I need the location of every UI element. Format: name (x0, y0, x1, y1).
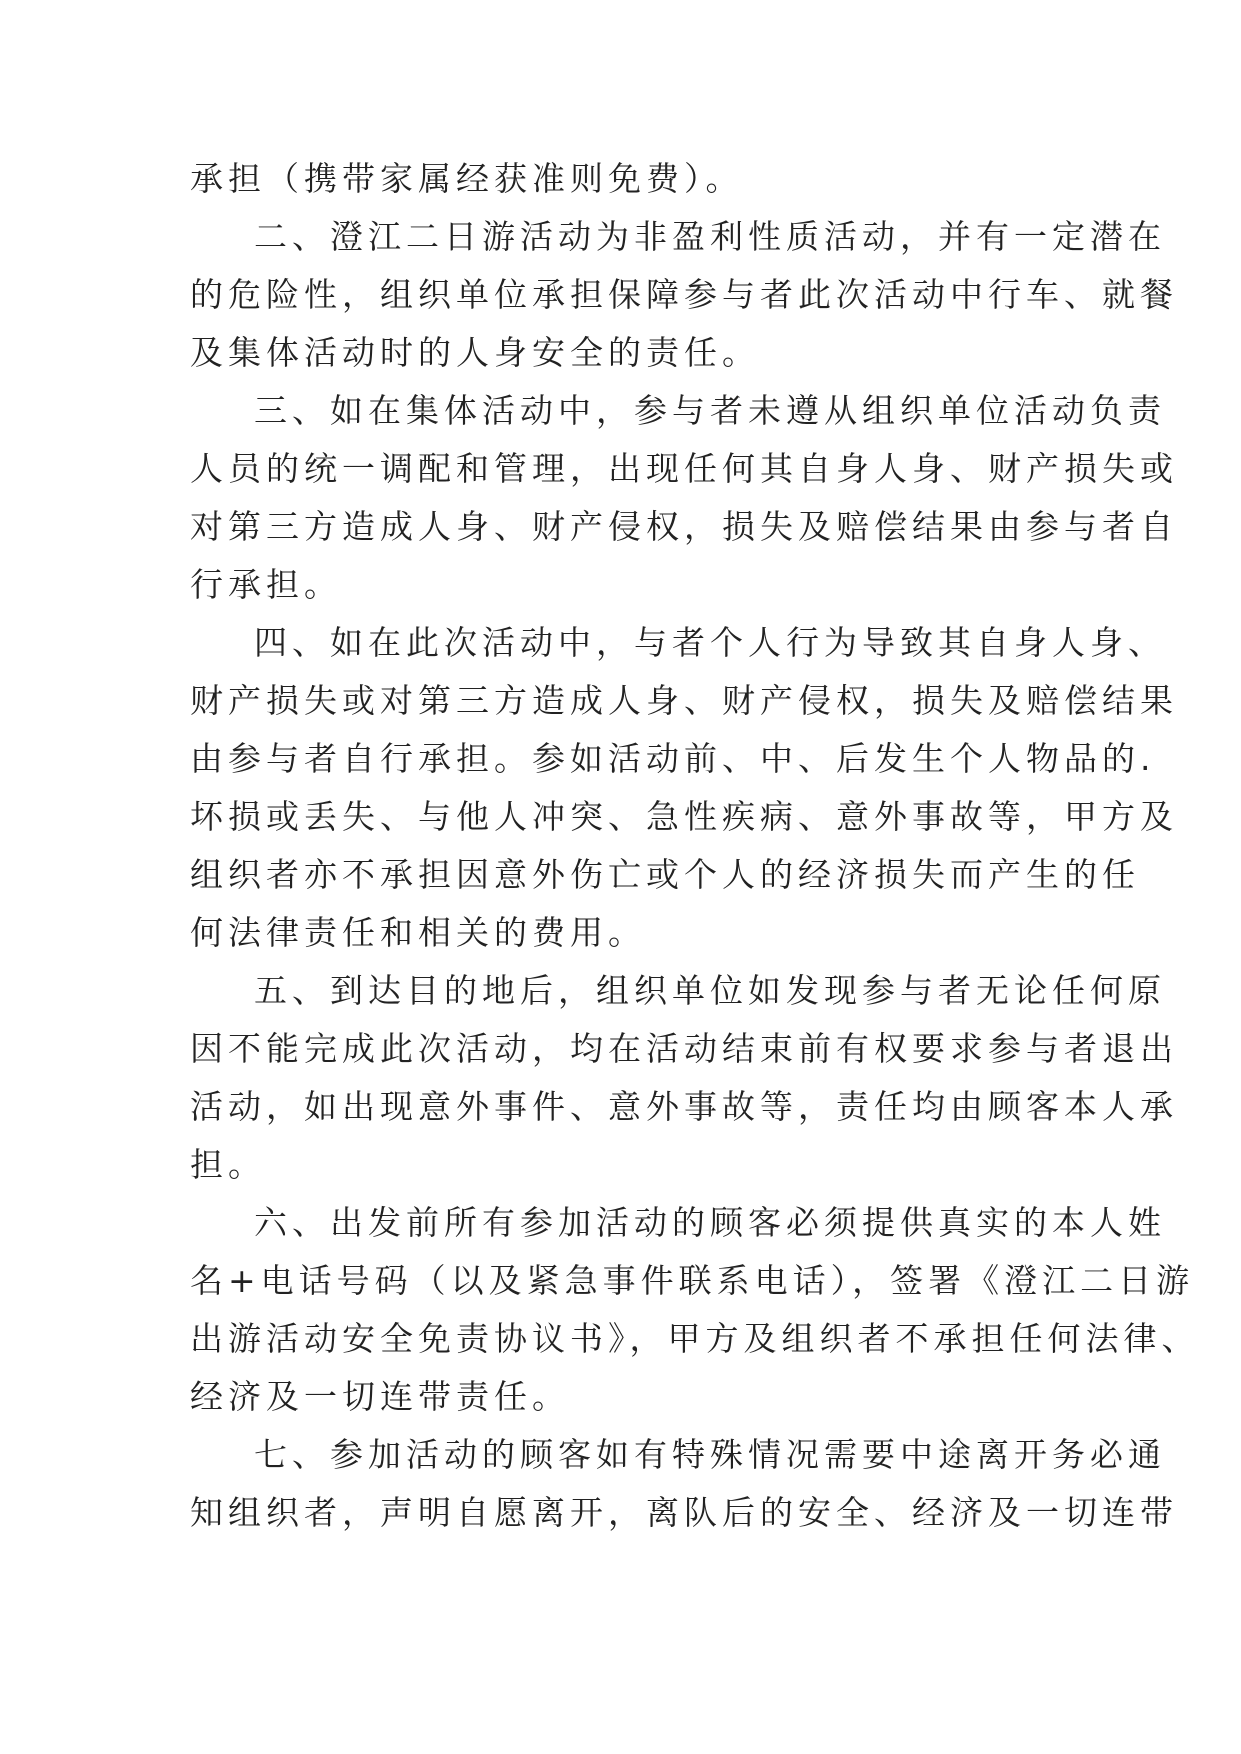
text-line: 财产损失或对第三方造成人身、财产侵权，损失及赔偿结果 (190, 681, 1178, 720)
text-line: 因不能完成此次活动，均在活动结束前有权要求参与者退出 (190, 1029, 1178, 1068)
text-line: 人员的统一调配和管理，出现任何其自身人身、财产损失或 (190, 449, 1178, 488)
text-line: 承担（携带家属经获准则免费）。 (190, 159, 744, 198)
paragraph-6-start: 六、出发前所有参加活动的顾客必须提供真实的本人姓 (254, 1203, 1166, 1242)
paragraph-2-start: 二、澄江二日游活动为非盈利性质活动，并有一定潜在 (254, 217, 1166, 256)
text-line: 何法律责任和相关的费用。 (190, 913, 646, 952)
paragraph-5-start: 五、到达目的地后，组织单位如发现参与者无论任何原 (254, 971, 1166, 1010)
text-line: 及集体活动时的人身安全的责任。 (190, 333, 760, 372)
text-line: 由参与者自行承担。参如活动前、中、后发生个人物品的. (190, 739, 1156, 778)
paragraph-3-start: 三、如在集体活动中，参与者未遵从组织单位活动负责 (254, 391, 1166, 430)
text-line: 组织者亦不承担因意外伤亡或个人的经济损失而产生的任 (190, 855, 1140, 894)
text-line: 出游活动安全免责协议书》，甲方及组织者不承担任何法律、 (190, 1319, 1200, 1358)
text-line: 行承担。 (190, 565, 342, 604)
paragraph-4-start: 四、如在此次活动中，与者个人行为导致其自身人身、 (254, 623, 1166, 662)
paragraph-7-start: 七、参加活动的顾客如有特殊情况需要中途离开务必通 (254, 1435, 1166, 1474)
text-line: 对第三方造成人身、财产侵权，损失及赔偿结果由参与者自 (190, 507, 1178, 546)
text-line: 名+电话号码（以及紧急事件联系电话），签署《澄江二日游 (190, 1261, 1195, 1300)
text-line: 经济及一切连带责任。 (190, 1377, 570, 1416)
text-line: 活动，如出现意外事件、意外事故等，责任均由顾客本人承 (190, 1087, 1178, 1126)
text-line: 担。 (190, 1145, 266, 1184)
text-line: 坏损或丢失、与他人冲突、急性疾病、意外事故等，甲方及 (190, 797, 1178, 836)
document-body (190, 150, 1200, 1542)
text-line: 的危险性，组织单位承担保障参与者此次活动中行车、就餐 (190, 275, 1178, 314)
text-line: 知组织者，声明自愿离开，离队后的安全、经济及一切连带 (190, 1493, 1178, 1532)
